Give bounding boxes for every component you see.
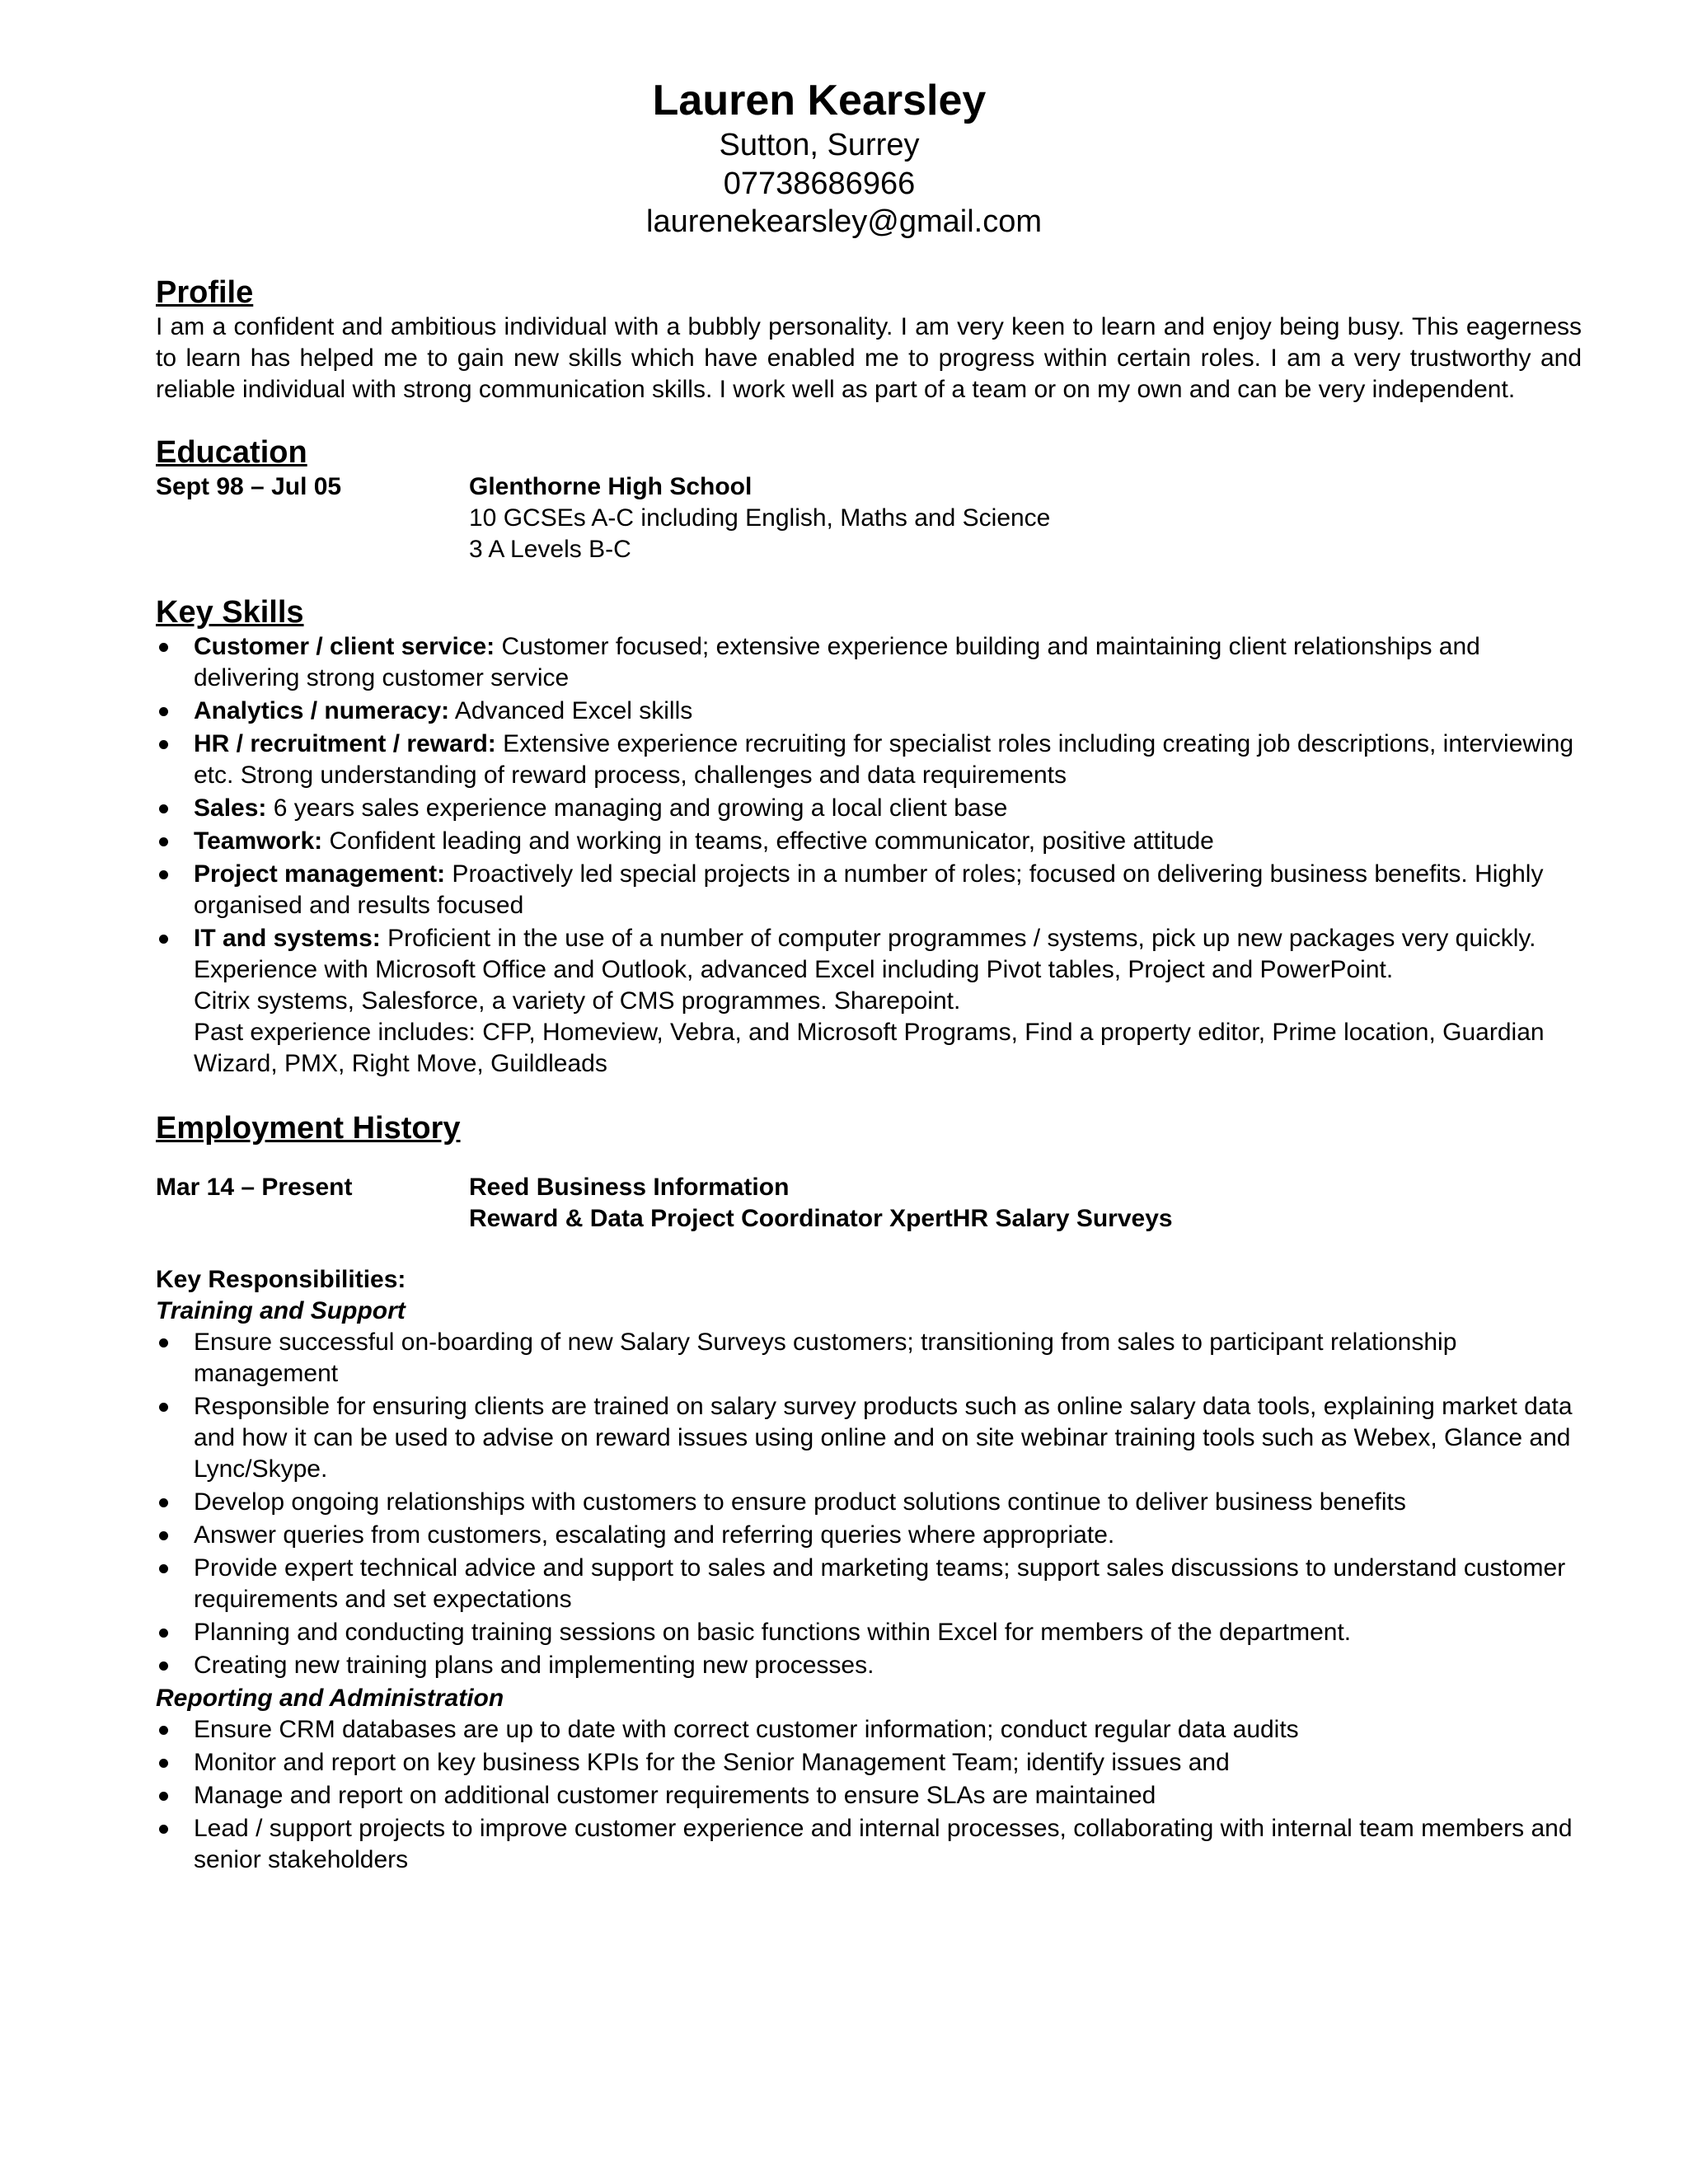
- skill-label: Analytics / numeracy:: [194, 697, 450, 724]
- list-item: [156, 1487, 1582, 1518]
- bullet-icon: [159, 935, 168, 944]
- list-item: [156, 1520, 1582, 1551]
- list-item: [156, 923, 1582, 1080]
- responsibilities-label: Key Responsibilities:: [156, 1266, 406, 1293]
- skill-text: Customer focused; extensive experience building and maintaining client relationships and delivering strong customer service: [194, 633, 1480, 691]
- employment-company: Reed Business Information: [469, 1174, 790, 1201]
- list-item-text: Responsible for ensuring clients are trained on salary survey products such as online salary data tools, explaining market data and how it can be used to advise on reward issues using online and on site webinar training tools such as Webex, Glance and Lync/Skype.: [194, 1393, 1573, 1483]
- skill-text: Extensive experience recruiting for specialist roles including creating job descriptions, interviewing etc. Strong understanding of reward process, challenges and data requirements: [194, 730, 1574, 789]
- bullet-icon: [159, 740, 168, 749]
- list-item: [156, 1714, 1582, 1746]
- candidate-phone: 07738686966: [723, 166, 916, 201]
- employment-dates: Mar 14 – Present: [156, 1174, 353, 1201]
- it-past-experience-line: Past experience includes: CFP, Homeview, Vebra, and Microsoft Programs, Find a property editor, Prime location, Guardian Wizard, PMX, Right Move, Guildleads: [194, 1019, 1545, 1077]
- skill-label: HR / recruitment / reward:: [194, 730, 496, 757]
- education-dates: Sept 98 – Jul 05: [156, 473, 342, 500]
- training-list: [156, 1327, 1582, 1681]
- profile-text: I am a confident and ambitious individual with a bubbly personality. I am very keen to learn and enjoy being busy. This eagerness to learn has helped me to gain new skills which have enabled me to progress within certain roles. I am a very trustworthy and reliable individual with strong communication skills. I work well as part of a team or on my own and can be very independent.: [156, 313, 1582, 403]
- bullet-icon: [159, 1498, 168, 1507]
- bullet-icon: [159, 837, 168, 846]
- education-detail: [469, 471, 1582, 565]
- list-item-text: Develop ongoing relationships with customers to ensure product solutions continue to deliver business benefits: [194, 1488, 1406, 1516]
- list-item-text: Ensure successful on-boarding of new Salary Surveys customers; transitioning from sales to participant relationship management: [194, 1329, 1457, 1387]
- employment-role: Reward & Data Project Coordinator XpertHR Salary Surveys: [469, 1205, 1173, 1232]
- education-school: Glenthorne High School: [469, 473, 753, 500]
- skills-list: [156, 631, 1582, 1080]
- training-subheading: Training and Support: [156, 1297, 406, 1324]
- list-item-text: Monitor and report on key business KPIs for the Senior Management Team; identify issues and: [194, 1749, 1230, 1776]
- education-heading: Education: [156, 435, 307, 470]
- candidate-name: Lauren Kearsley: [652, 77, 987, 124]
- skill-label: IT and systems:: [194, 925, 381, 952]
- reporting-list: [156, 1714, 1582, 1876]
- bullet-icon: [159, 1403, 168, 1412]
- skill-label: Customer / client service:: [194, 633, 495, 660]
- skill-label: Sales:: [194, 794, 267, 822]
- bullet-icon: [159, 1792, 168, 1801]
- list-item-text: Lead / support projects to improve customer experience and internal processes, collaborating with internal team members and senior stakeholders: [194, 1815, 1573, 1873]
- profile-heading: Profile: [156, 275, 254, 310]
- skill-text: 6 years sales experience managing and growing a local client base: [266, 794, 1008, 822]
- bullet-icon: [159, 804, 168, 813]
- candidate-location: Sutton, Surrey: [719, 128, 920, 162]
- list-item: [156, 1617, 1582, 1648]
- employment-detail: [469, 1172, 1582, 1235]
- list-item: [156, 1813, 1582, 1876]
- bullet-icon: [159, 1726, 168, 1735]
- bullet-icon: [159, 1531, 168, 1540]
- bullet-icon: [159, 1629, 168, 1638]
- candidate-email: laurenekearsley@gmail.com: [646, 204, 1042, 239]
- skill-text: Proactively led special projects in a number of roles; focused on delivering business benefits. Highly organised and results focused: [194, 860, 1544, 919]
- list-item: [156, 859, 1582, 921]
- reporting-subheading: Reporting and Administration: [156, 1685, 504, 1712]
- list-item: [156, 729, 1582, 791]
- list-item-text: Ensure CRM databases are up to date with correct customer information; conduct regular data audits: [194, 1716, 1299, 1743]
- it-experience-line: Experience with Microsoft Office and Outlook, advanced Excel including Pivot tables, Project and PowerPoint.: [194, 956, 1394, 983]
- list-item: [156, 1391, 1582, 1485]
- list-item: [156, 1650, 1582, 1681]
- bullet-icon: [159, 1661, 168, 1671]
- bullet-icon: [159, 643, 168, 652]
- list-item-text: Answer queries from customers, escalating and referring queries where appropriate.: [194, 1521, 1115, 1549]
- list-item: [156, 631, 1582, 694]
- education-row: [156, 471, 1582, 565]
- bullet-icon: [159, 870, 168, 879]
- employment-heading: Employment History: [156, 1111, 461, 1146]
- list-item: [156, 1747, 1582, 1779]
- bullet-icon: [159, 1759, 168, 1768]
- education-gcses: 10 GCSEs A-C including English, Maths and Science: [469, 504, 1051, 532]
- list-item: [156, 696, 1582, 727]
- skill-text: Proficient in the use of a number of computer programmes / systems, pick up new packages very quickly.: [380, 925, 1536, 952]
- bullet-icon: [159, 1825, 168, 1834]
- list-item: [156, 826, 1582, 857]
- list-item-text: Creating new training plans and implementing new processes.: [194, 1652, 874, 1679]
- list-item: [156, 1553, 1582, 1615]
- skill-text: Advanced Excel skills: [449, 697, 693, 724]
- employment-row: [156, 1172, 1582, 1235]
- list-item: [156, 793, 1582, 824]
- skill-label: Teamwork:: [194, 827, 323, 855]
- bullet-icon: [159, 1564, 168, 1573]
- resume-content: [156, 274, 1582, 1877]
- list-item-text: Provide expert technical advice and support to sales and marketing teams; support sales discussions to understand customer requirements and set expectations: [194, 1554, 1566, 1613]
- list-item: [156, 1327, 1582, 1390]
- bullet-icon: [159, 1338, 168, 1347]
- list-item-text: Manage and report on additional customer requirements to ensure SLAs are maintained: [194, 1782, 1156, 1809]
- skill-label: Project management:: [194, 860, 446, 888]
- skills-heading: Key Skills: [156, 595, 304, 630]
- skill-text: Confident leading and working in teams, effective communicator, positive attitude: [322, 827, 1214, 855]
- bullet-icon: [159, 707, 168, 716]
- list-item-text: Planning and conducting training sessions on basic functions within Excel for members of the department.: [194, 1619, 1352, 1646]
- list-item: [156, 1780, 1582, 1811]
- education-alevels: 3 A Levels B-C: [469, 536, 631, 563]
- it-systems-line: Citrix systems, Salesforce, a variety of CMS programmes. Sharepoint.: [194, 987, 961, 1015]
